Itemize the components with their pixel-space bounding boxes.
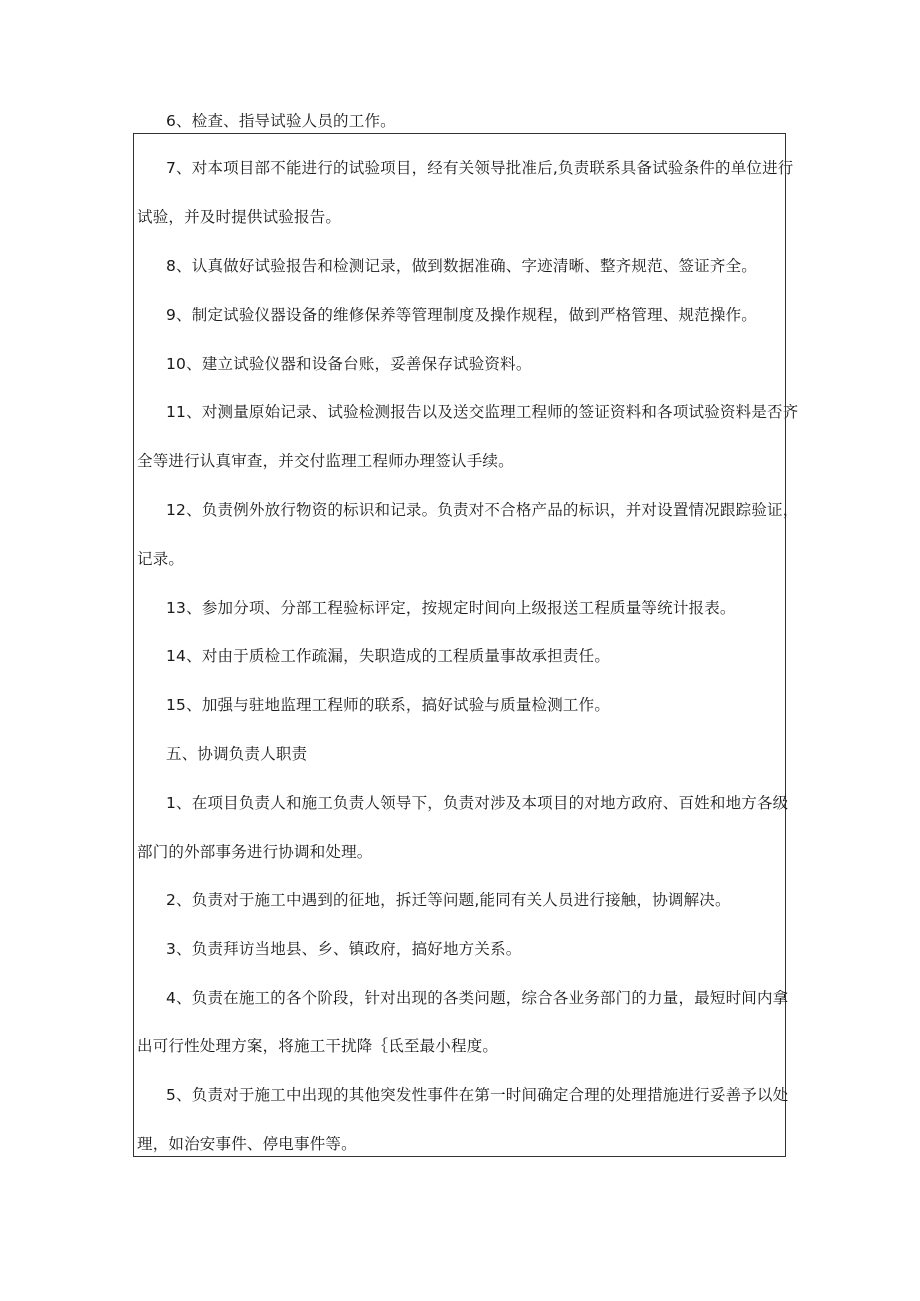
- paragraph-item-11-line-2: 全等进行认真审查，并交付监理工程师办理签认手续。: [137, 452, 514, 470]
- paragraph-item-7-line-1: 7、对本项目部不能进行的试验项目，经有关领导批准后,负责联系具备试验条件的单位进行: [166, 159, 794, 177]
- coordination-item-4-line-2: 出可行性处理方案，将施工干扰降｛氐至最小程度。: [137, 1037, 499, 1055]
- paragraph-item-12-line-2: 记录。: [137, 550, 185, 568]
- paragraph-item-15: 15、加强与驻地监理工程师的联系，搞好试验与质量检测工作。: [166, 696, 611, 714]
- coordination-item-1-line-1: 1、在项目负责人和施工负责人领导下，负责对涉及本项目的对地方政府、百姓和地方各级: [166, 794, 789, 812]
- paragraph-item-6: 6、检查、指导试验人员的工作。: [166, 112, 396, 130]
- coordination-item-3: 3、负责拜访当地县、乡、镇政府，搞好地方关系。: [166, 940, 522, 958]
- coordination-item-4-line-1: 4、负责在施工的各个阶段，针对出现的各类问题，综合各业务部门的力量，最短时间内拿: [166, 989, 789, 1007]
- section-heading: 五、协调负责人职责: [166, 745, 308, 763]
- coordination-item-5-line-2: 理，如治安事件、停电事件等。: [137, 1135, 357, 1153]
- coordination-item-2: 2、负责对于施工中遇到的征地，拆迁等问题,能同有关人员进行接触，协调解决。: [166, 891, 731, 909]
- paragraph-item-12-line-1: 12、负责例外放行物资的标识和记录。负责对不合格产品的标识，并对设置情况跟踪验证，: [166, 501, 799, 519]
- paragraph-item-11-line-1: 11、对测量原始记录、试验检测报告以及送交监理工程师的签证资料和各项试验资料是否齐: [166, 403, 799, 421]
- coordination-item-1-line-2: 部门的外部事务进行协调和处理。: [137, 843, 373, 861]
- paragraph-item-14: 14、对由于质检工作疏漏，失职造成的工程质量事故承担责任。: [166, 647, 611, 665]
- paragraph-item-13: 13、参加分项、分部工程验标评定，按规定时间向上级报送工程质量等统计报表。: [166, 599, 736, 617]
- paragraph-item-10: 10、建立试验仪器和设备台账，妥善保存试验资料。: [166, 355, 532, 373]
- paragraph-item-9: 9、制定试验仪器设备的维修保养等管理制度及操作规程，做到严格管理、规范操作。: [166, 306, 757, 324]
- paragraph-item-8: 8、认真做好试验报告和检测记录，做到数据准确、字迹清晰、整齐规范、签证齐全。: [166, 257, 757, 275]
- coordination-item-5-line-1: 5、负责对于施工中出现的其他突发性事件在第一时间确定合理的处理措施进行妥善予以处: [166, 1086, 789, 1104]
- paragraph-item-7-line-2: 试验，并及时提供试验报告。: [137, 208, 342, 226]
